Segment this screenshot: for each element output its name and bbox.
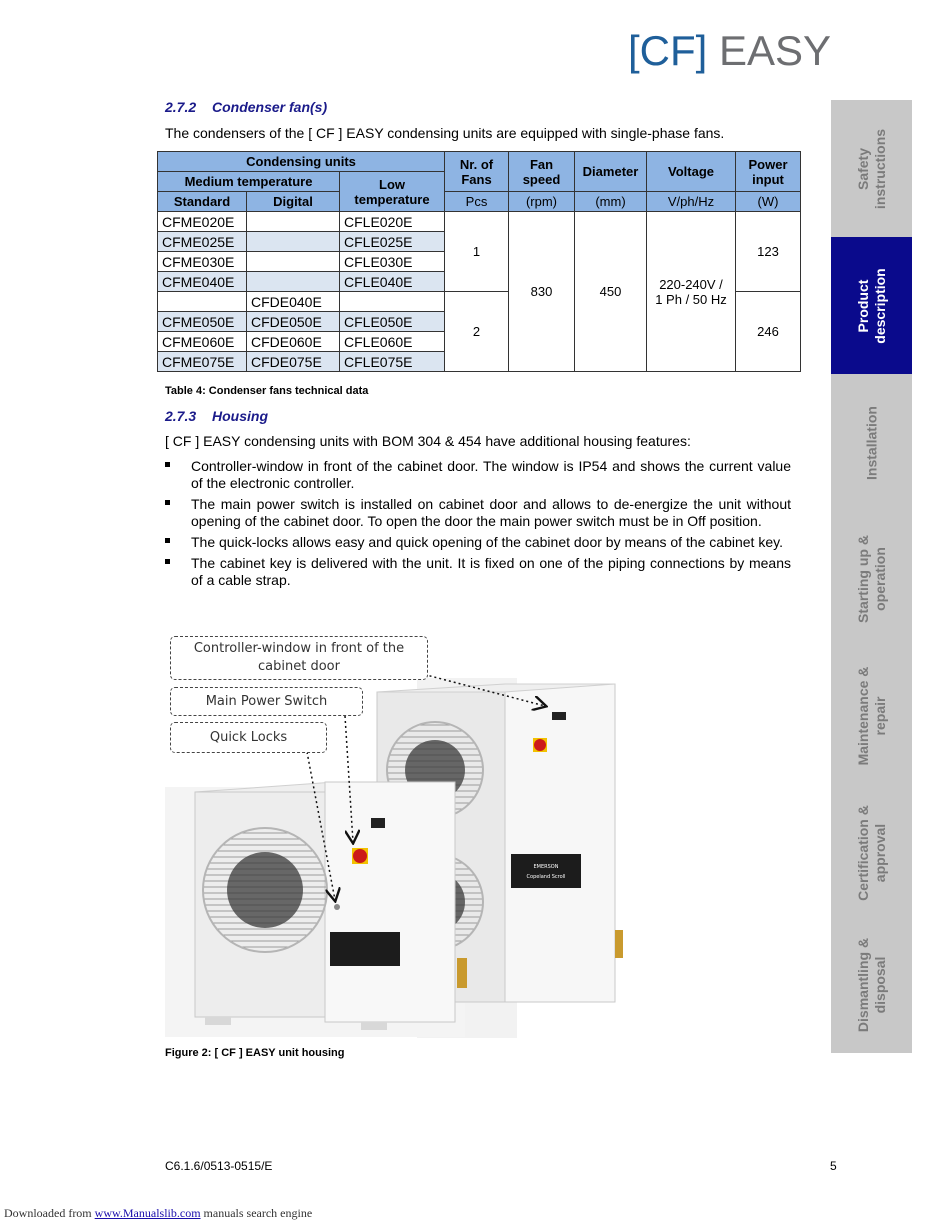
tab-label: Maintenance & repair	[854, 666, 888, 765]
cell-low	[340, 292, 445, 312]
document-code: C6.1.6/0513-0515/E	[165, 1159, 273, 1173]
cell-fan-speed: 830	[509, 212, 575, 372]
cell-standard: CFME025E	[158, 232, 247, 252]
callout-main-power-switch: Main Power Switch	[170, 687, 363, 716]
cell-low: CFLE050E	[340, 312, 445, 332]
tab-label: Installation	[863, 405, 879, 480]
bullet-icon	[165, 559, 170, 564]
section-heading-condenser-fans	[165, 99, 327, 115]
condenser-fans-table	[157, 151, 801, 372]
section-title: Housing	[212, 408, 268, 424]
cell-low: CFLE020E	[340, 212, 445, 232]
logo-bracket-text: [CF]	[628, 27, 708, 74]
section-number: 2.7.2	[165, 99, 197, 115]
cell-standard: CFME050E	[158, 312, 247, 332]
download-notice	[4, 1206, 312, 1221]
unit-power: (W)	[736, 192, 801, 212]
cell-digital	[247, 232, 340, 252]
housing-intro-paragraph: [ CF ] EASY condensing units with BOM 304 & 454 have additional housing features:	[165, 433, 691, 449]
low-condensing-unit	[195, 782, 467, 1030]
header-power-input: Power input	[736, 152, 801, 192]
section-number: 2.7.3	[165, 408, 197, 424]
page-number: 5	[830, 1159, 837, 1173]
cell-diameter: 450	[575, 212, 647, 372]
cell-voltage	[647, 212, 736, 372]
header-diameter: Diameter	[575, 152, 647, 192]
bullet-icon	[165, 500, 170, 505]
list-item-text: Controller-window in front of the cabinet door. The window is IP54 and shows the current value of the electronic controller.	[191, 458, 791, 491]
callout-controller-line-1: Controller-window in front of the	[193, 641, 405, 656]
list-item-text: The quick-locks allows easy and quick opening of the cabinet door by means of the cabinet key.	[191, 534, 783, 550]
cell-digital: CFDE040E	[247, 292, 340, 312]
download-suffix: manuals search engine	[203, 1206, 313, 1220]
list-item	[165, 496, 791, 530]
list-item	[165, 534, 791, 551]
tab-maintenance-repair[interactable]	[831, 647, 912, 784]
tab-safety-instructions[interactable]	[831, 100, 912, 237]
cell-fans-group-2: 2	[445, 292, 509, 372]
chapter-sidebar	[831, 100, 912, 1053]
cell-power-group-1: 123	[736, 212, 801, 292]
tab-label: Certification & approval	[854, 804, 888, 901]
housing-features-list	[165, 458, 791, 593]
cell-fans-group-1: 1	[445, 212, 509, 292]
header-low-temperature: Low temperature	[340, 172, 445, 212]
brand-label-2: Copeland Scroll	[526, 874, 566, 880]
cell-digital: CFDE050E	[247, 312, 340, 332]
download-prefix: Downloaded from	[4, 1206, 92, 1220]
header-nr-fans: Nr. of Fans	[445, 152, 509, 192]
list-item	[165, 458, 791, 492]
unit-fans: Pcs	[445, 192, 509, 212]
tab-starting-up-operation[interactable]	[831, 510, 912, 647]
unit-speed: (rpm)	[509, 192, 575, 212]
fans-intro-paragraph: The condensers of the [ CF ] EASY condensing units are equipped with single-phase fans.	[165, 125, 725, 141]
unit-voltage: V/ph/Hz	[647, 192, 736, 212]
cell-low: CFLE030E	[340, 252, 445, 272]
tab-label: Starting up & operation	[854, 534, 888, 623]
header-fan-speed: Fan speed	[509, 152, 575, 192]
cell-low: CFLE040E	[340, 272, 445, 292]
tab-installation[interactable]	[831, 374, 912, 511]
bullet-icon	[165, 538, 170, 543]
tab-certification-approval[interactable]	[831, 784, 912, 921]
callout-controller-line-2: cabinet door	[258, 659, 340, 674]
list-item	[165, 555, 791, 589]
voltage-line-2: 1 Ph / 50 Hz	[655, 291, 727, 307]
cell-standard: CFME075E	[158, 352, 247, 372]
bullet-icon	[165, 462, 170, 467]
cf-easy-logo	[628, 28, 831, 74]
header-standard: Standard	[158, 192, 247, 212]
tab-product-description[interactable]	[831, 237, 912, 374]
tab-label: Dismantling & disposal	[854, 937, 888, 1032]
cell-standard	[158, 292, 247, 312]
tab-label: Safety instructions	[854, 128, 888, 209]
table-caption: Table 4: Condenser fans technical data	[165, 385, 369, 397]
unit-diameter: (mm)	[575, 192, 647, 212]
list-item-text: The cabinet key is delivered with the unit. It is fixed on one of the piping connections by means of a cable strap.	[191, 555, 791, 588]
header-digital: Digital	[247, 192, 340, 212]
cell-digital	[247, 272, 340, 292]
voltage-line-1: 220-240V /	[659, 276, 723, 292]
cell-digital	[247, 212, 340, 232]
cell-standard: CFME020E	[158, 212, 247, 232]
list-item-text: The main power switch is installed on cabinet door and allows to de-energize the unit without opening of the cabinet door. To open the door the main power switch must be in Off position.	[191, 496, 791, 529]
cell-power-group-2: 246	[736, 292, 801, 372]
cell-low: CFLE025E	[340, 232, 445, 252]
table-row	[158, 212, 801, 232]
section-title: Condenser fan(s)	[212, 99, 328, 115]
header-medium-temperature: Medium temperature	[158, 172, 340, 192]
cell-standard: CFME040E	[158, 272, 247, 292]
cell-digital	[247, 252, 340, 272]
callout-controller-window	[170, 636, 428, 680]
cell-standard: CFME030E	[158, 252, 247, 272]
section-heading-housing	[165, 408, 268, 424]
header-voltage: Voltage	[647, 152, 736, 192]
cell-digital: CFDE060E	[247, 332, 340, 352]
cell-low: CFLE060E	[340, 332, 445, 352]
manualslib-link[interactable]: www.Manualslib.com	[94, 1206, 201, 1220]
brand-label-1: EMERSON	[533, 864, 559, 870]
cell-low: CFLE075E	[340, 352, 445, 372]
figure-caption: Figure 2: [ CF ] EASY unit housing	[165, 1047, 345, 1059]
tab-dismantling-disposal[interactable]	[831, 916, 912, 1053]
unit-housing-figure	[165, 632, 623, 1040]
logo-word: EASY	[719, 27, 832, 74]
cell-digital: CFDE075E	[247, 352, 340, 372]
tab-label: Product description	[854, 267, 888, 344]
cell-standard: CFME060E	[158, 332, 247, 352]
callout-quick-locks: Quick Locks	[170, 722, 327, 753]
header-condensing-units: Condensing units	[158, 152, 445, 172]
